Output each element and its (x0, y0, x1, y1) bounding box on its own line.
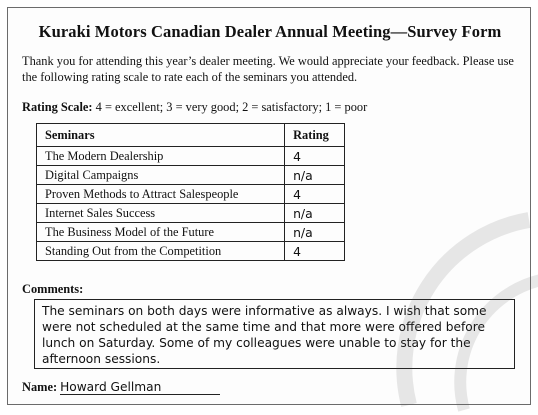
intro-text: Thank you for attending this year’s dealer meeting. We would appreciate your feedback. Please use the following rating scale to rate each of the seminars you attended. (22, 54, 514, 84)
form-title: Kuraki Motors Canadian Dealer Annual Meeting—Survey Form (38, 22, 502, 41)
survey-form (7, 7, 531, 405)
rating-scale-label: Rating Scale: (22, 100, 93, 114)
table-row (37, 223, 345, 242)
rating-scale (22, 100, 527, 115)
table-row (37, 185, 345, 204)
seminar-rating: n/a (285, 166, 345, 185)
seminar-rating: n/a (285, 223, 345, 242)
seminar-name: Standing Out from the Competition (37, 242, 285, 261)
name-row (22, 380, 220, 395)
column-header-rating: Rating (285, 124, 345, 147)
seminar-rating: n/a (285, 204, 345, 223)
seminar-name: Proven Methods to Attract Salespeople (37, 185, 285, 204)
table-row (37, 204, 345, 223)
seminar-rating: 4 (285, 242, 345, 261)
table-header-row (37, 124, 345, 147)
name-value: Howard Gellman (60, 380, 220, 395)
table-row (37, 147, 345, 166)
seminar-rating: 4 (285, 147, 345, 166)
name-label: Name: (22, 380, 58, 394)
rating-scale-text: 4 = excellent; 3 = very good; 2 = satisfactory; 1 = poor (92, 100, 368, 114)
table-row (37, 242, 345, 261)
seminar-name: Digital Campaigns (37, 166, 285, 185)
seminar-name: Internet Sales Success (37, 204, 285, 223)
seminar-rating: 4 (285, 185, 345, 204)
seminar-name: The Business Model of the Future (37, 223, 285, 242)
column-header-seminars: Seminars (37, 124, 285, 147)
seminar-ratings-table (36, 123, 345, 261)
table-row (37, 166, 345, 185)
comments-box: The seminars on both days were informative as always. I wish that some were not scheduled at the same time and that more were offered before lunch on Saturday. Some of my colleagues were unable to stay for the afternoon sessions. (34, 299, 515, 369)
seminar-name: The Modern Dealership (37, 147, 285, 166)
comments-label: Comments: (22, 282, 84, 296)
